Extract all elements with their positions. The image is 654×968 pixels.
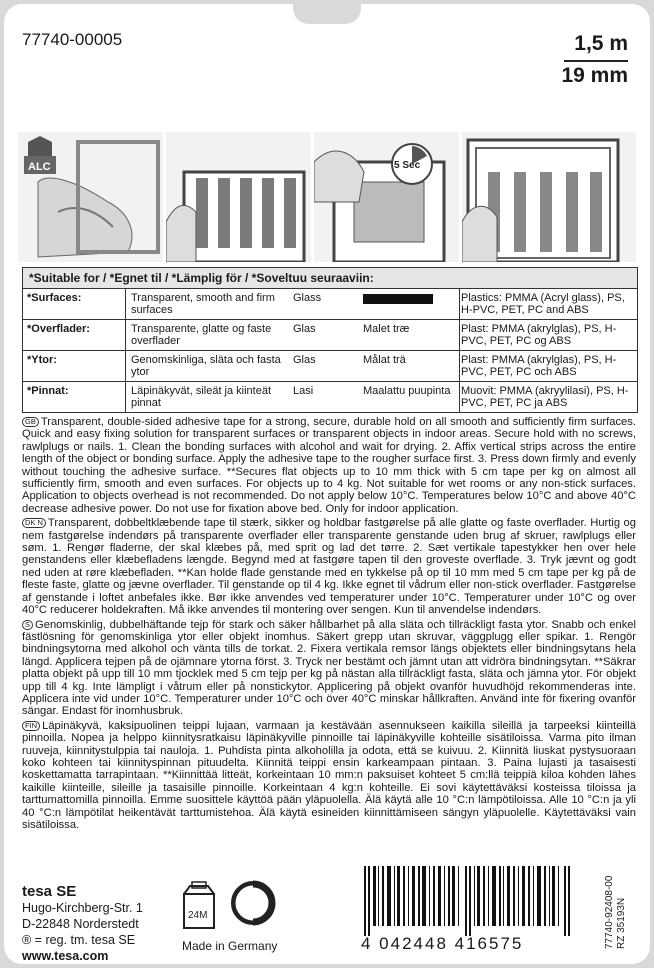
instruction-illustrations	[18, 132, 636, 262]
paragraph: Transparent, double-sided adhesive tape for a strong, secure, durable hold on all smooth and sufficiently firm surfaces. Quick and easy fixing solution for transparent surfaces or transparent objects in indoor areas. Secure hold with no screws, rawlplugs or nails. 1. Clean the bonding surfaces with alcohol and wait for drying. 2. Affix vertical strips across the entire length of the object or bonding surface. Apply the adhesive tape to the rougher surface first. 3. Press down firmly and evenly without touching the adhesive surface. **Secures flat objects up to 10 mm thick with 5 cm tape per kg on almost all sufficiently firm, smooth and even surfaces. For objects up to 4 kg. Not suitable for wet rooms or any non-stick surfaces. Application to objects overhead is not recommended. Do not apply below 10°C. Temperatures below 10°C and above 40°C decrease adhesive power. Do not use for fixation above bed. Only for indoor application.	[22, 416, 636, 515]
language-badge: S	[22, 620, 33, 630]
row-plastics: Muovit: PMMA (akryylilasi), PS, H-PVC, PET, PC ja ABS	[461, 385, 629, 409]
text-dk	[22, 517, 636, 616]
instructions-text	[22, 416, 636, 833]
row-glass: Glass	[293, 292, 322, 304]
row-label: *Pinnat:	[27, 385, 69, 397]
language-badge: DK N	[22, 518, 46, 528]
text-fin	[22, 720, 636, 832]
step-affix-illustration	[166, 132, 311, 262]
step-mounted-illustration	[462, 132, 636, 262]
row-label: *Surfaces:	[27, 292, 82, 304]
timer-label: 5 Sec	[394, 160, 421, 171]
text-gb	[22, 416, 636, 515]
row-glass: Lasi	[293, 385, 314, 397]
table-row	[23, 320, 637, 351]
language-badge: FIN	[22, 721, 40, 731]
code-1: 77740-92408-00	[604, 875, 615, 949]
table-row	[23, 382, 637, 412]
pao-label: 24M	[188, 910, 208, 921]
barcode-icon	[364, 866, 574, 936]
street: Hugo-Kirchberg-Str. 1	[22, 901, 143, 915]
row-label: *Overflader:	[27, 323, 90, 335]
website: www.tesa.com	[22, 949, 109, 963]
row-label: *Ytor:	[27, 354, 57, 366]
table-row	[23, 289, 637, 320]
hang-hole	[293, 4, 361, 24]
table-row	[23, 351, 637, 382]
company-name: tesa SE	[22, 883, 77, 900]
green-dot-icon	[230, 880, 276, 926]
row-desc: Transparent, smooth and firm surfaces	[131, 292, 275, 316]
made-in: Made in Germany	[182, 939, 278, 953]
suitability-table	[22, 267, 638, 413]
row-plastics: Plastics: PMMA (Acryl glass), PS, H-PVC, PET, PC and ABS	[461, 292, 625, 316]
paragraph: Läpinäkyvä, kaksipuolinen teippi lujaan, varmaan ja kestävään asennukseen kaikilla sileillä ja tarpeeksi kiinteillä pinnoilla. Nopea ja helppo kiinnitysratkaisu läpinäkyville pinnoille tai läpinäkyville kohteille sisätiloissa. Varma pito ilman ruuveja, kiinnitystulppia tai nauloja. 1. Puhdista pinta alkoholilla ja odota, että se kuivuu. 2. Kiinnitä liuskat pystysuoraan koko kohteen tai kiinnityspinnan pituudelta. Kiinnitä teippi ensin karkeampaan pintaan. 3. Paina lujasti ja tasaisesti koskettamatta tarrapintaan. **Kiinnittää litteät, korkeintaan 10 mm:n paksuiset kohteet 5 cm:llä teippiä kiloa kohden lähes kaikille kiinteille, sileille ja tasaisille pinnoille. Korkeintaan 4 kg:n kohteille. Ei sovi käytettäväksi kosteissa tiloissa ja tarttumattomilla pinnoilla. Emme suosittele käyttöä pään yläpuolella. Älä käytä alle 10 °C:n lämpötiloissa. Alle 10 °C:n ja yli 40 °C:n lämpötilat heikentävät tarttumistehoa. Älä käytä esineiden kiinnittämiseen sängyn yläpuolelle. Käytettäväksi vain sisätiloissa.	[22, 719, 636, 831]
step-press-illustration	[314, 132, 459, 262]
alc-label: ALC	[28, 161, 51, 173]
language-badge: GB	[22, 417, 39, 427]
trademark-note: ® = reg. tm. tesa SE	[22, 933, 136, 947]
step-clean-illustration	[18, 132, 163, 262]
manufacturer-address	[22, 884, 143, 964]
code-2: RZ 35193N	[616, 897, 627, 949]
packaging-card	[4, 4, 650, 964]
row-plastics: Plast: PMMA (akrylglas), PS, H-PVC, PET, PC och ABS	[461, 354, 617, 378]
table-title: *Suitable for / *Egnet til / *Lämplig för / *Soveltuu seuraaviin:	[23, 268, 637, 289]
row-desc: Transparente, glatte og faste overflader	[131, 323, 272, 347]
size-divider	[564, 60, 628, 62]
article-number: 77740-00005	[22, 30, 123, 49]
tape-width: 19 mm	[561, 64, 628, 87]
row-desc: Genomskinliga, släta och fasta ytor	[131, 354, 281, 378]
row-wood: Målat trä	[363, 354, 406, 366]
row-glass: Glas	[293, 323, 316, 335]
row-wood: Malet træ	[363, 323, 410, 335]
row-glass: Glas	[293, 354, 316, 366]
row-plastics: Plast: PMMA (akrylglas), PS, H-PVC, PET, PC og ABS	[461, 323, 617, 347]
row-desc: Läpinäkyvät, sileät ja kiinteät pinnat	[131, 385, 272, 409]
city: D-22848 Norderstedt	[22, 917, 139, 931]
barcode-number: 4 042448 416575	[361, 934, 524, 953]
paragraph: Transparent, dobbeltklæbende tape til stærk, sikker og holdbar fastgørelse på alle glatte og faste overflader. Hurtig og nem fastgørelse indendørs på transparente overflader eller transparente genstande uden brug af skruer, rawlplugs eller søm. 1. Rengør fladerne, der skal klæbes på, med sprit og lad det tørre. 2. Sæt vertikale tapestykker hen over hele genstandens eller klæbefladens længde. Begynd med at fastgøre tapen til den groveste overflade. 3. Tryk jævnt og godt ned uden at røre klæbefladen. **Kan holde flade genstande med en tykkelse på op til 10 mm med 5 cm tape per kg på de fleste faste, glatte og jævne overflader. Til genstande op til 4 kg. Ikke egnet til vådrum eller non-stick overflader. Fastgørelse af genstande i loftet anbefales ikke. Bør ikke anvendes ved temperaturer under 10°C. Temperaturer under 10°C og over 40°C reducerer holdekraften. Må ikke anvendes til montering over sengen. Kun til anvendelse indendørs.	[22, 517, 636, 617]
text-s	[22, 619, 636, 718]
print-codes	[604, 876, 628, 949]
tape-length: 1,5 m	[574, 32, 628, 55]
paragraph: Genomskinlig, dubbelhäftande tejp för stark och säker hållbarhet på alla släta och tillräckligt fasta ytor. Snabb och enkel fästlösning för genomskinliga ytor eller objekt inomhus. Säkert grepp utan skruvar, väggplugg eller spikar. 1. Rengör bindningsytorna med alkohol och vänta tills de torkat. 2. Fixera vertikala remsor längs objektets eller bindningsytans hela längd. Applicera tejpen på de ojämnare ytorna först. 3. Tryck ner bestämt och jämnt utan att vidröra bindningsytan. **Säkrar platta objekt på upp till 10 mm tjocklek med 5 cm tejp per kg på nästan alla tillräckligt fasta, släta och jämna ytor. För objekt upp till 4 kg. Inte lämpligt i våtrum eller på nonstickytor. Applicering på objekt ovanför huvudhöjd rekommenderas inte. Applicera inte vid under 10°C. Temperaturer under 10°C och över 40°C minskar hållkraften. Använd inte för fixering ovanför sängar. Endast för inomhusbruk.	[22, 618, 636, 718]
pao-icon	[180, 880, 220, 930]
redacted-bar	[363, 294, 433, 304]
row-wood: Maalattu puupinta	[363, 385, 451, 397]
